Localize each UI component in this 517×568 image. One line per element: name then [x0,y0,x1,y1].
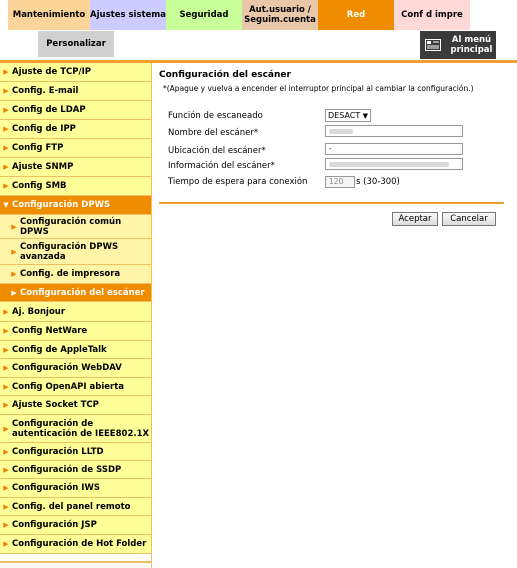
arrow-right-icon: ▶ [3,144,9,152]
sidebar-item-label: Configuración del escáner [20,287,145,298]
sidebar-item-label: Config. E-mail [12,86,79,96]
timeout-label: Tiempo de espera para conexión [168,177,308,187]
top-tab-bar [0,0,517,30]
arrow-right-icon: ▶ [3,106,9,114]
sidebar-item-tcpip[interactable] [0,63,151,82]
arrow-right-icon: ▶ [11,288,17,297]
sidebar-item-dpws-advanced[interactable] [0,239,151,265]
scanner-info-label: Información del escáner* [168,161,275,171]
tab-user-auth[interactable]: Aut.usuario / Seguim.cuenta [242,0,318,30]
sidebar-item-label: Config de IPP [12,124,76,134]
arrow-right-icon: ▶ [3,401,9,409]
arrow-right-icon: ▶ [3,382,9,391]
sidebar-item-iws[interactable] [0,479,151,498]
chevron-down-icon: ▼ [362,111,368,120]
sidebar-item-email[interactable] [0,82,151,101]
tab-network[interactable]: Red [318,0,394,30]
sidebar-item-label: Configuración JSP [12,520,97,530]
sidebar-item-label: Ajuste de TCP/IP [12,67,91,77]
sidebar-bottom-rule [0,561,151,563]
main-menu-button[interactable] [420,31,496,59]
sidebar-item-label: Config OpenAPI abierta [12,381,125,392]
sidebar-item-dpws-common[interactable] [0,215,151,239]
arrow-right-icon: ▶ [3,465,9,474]
sidebar-item-ipp[interactable] [0,120,151,139]
sidebar-item-label: Ajuste SNMP [12,162,74,172]
arrow-right-icon: ▶ [11,247,17,256]
tab-print-settings[interactable]: Conf d impre [394,0,470,30]
cancel-button[interactable]: Cancelar [442,212,496,226]
tab-maintenance[interactable]: Mantenimiento [8,0,90,30]
accept-button[interactable]: Aceptar [392,212,438,226]
arrow-right-icon: ▶ [3,424,9,433]
scanner-name-input[interactable] [325,125,463,137]
arrow-right-icon: ▶ [3,521,9,529]
sidebar-item-ftp[interactable] [0,139,151,158]
sidebar-item-label: Config NetWare [12,326,88,336]
arrow-down-icon: ▼ [3,201,9,209]
sidebar-item-printer-config[interactable] [0,265,151,284]
sidebar-item-label: Config de AppleTalk [12,344,107,355]
sidebar-border [151,63,152,568]
arrow-right-icon: ▶ [3,163,9,171]
sidebar-item-hot-folder[interactable] [0,535,151,554]
arrow-right-icon: ▶ [3,540,9,548]
sidebar-item-jsp[interactable] [0,516,151,535]
sidebar-item-webdav[interactable] [0,359,151,378]
page-title: Configuración del escáner [159,70,291,80]
redacted-value [329,129,353,134]
sidebar-item-openapi[interactable] [0,378,151,396]
sidebar-item-label: Config FTP [12,143,64,153]
arrow-right-icon: ▶ [3,345,9,354]
sidebar-item-label: Configuración DPWS avanzada [20,241,119,262]
scan-function-select[interactable] [325,109,371,122]
sidebar-item-label: Configuración WebDAV [12,363,122,373]
sidebar-item-snmp[interactable] [0,158,151,177]
scan-function-label: Función de escaneado [168,111,263,121]
arrow-right-icon: ▶ [3,327,9,335]
sidebar-item-remote-panel[interactable] [0,498,151,516]
arrow-right-icon: ▶ [3,182,9,190]
sidebar-item-label: Configuración de autenticación de IEEE802.1X [12,418,150,439]
scanner-location-input[interactable]: - [325,143,463,155]
sidebar-item-ieee8021x[interactable] [0,415,151,443]
sidebar-item-label: Config de LDAP [12,105,86,115]
redacted-value [329,162,449,167]
sidebar-item-label: Configuración común DPWS [20,216,122,237]
tab-security[interactable]: Seguridad [166,0,242,30]
timeout-unit: s (30-300) [356,177,400,187]
sidebar-item-scanner-config[interactable] [0,284,151,302]
sidebar-item-ssdp[interactable] [0,461,151,479]
scan-function-value: DESACT [328,111,361,120]
sidebar-item-smb[interactable] [0,177,151,196]
tab-system-settings[interactable]: Ajustes sistema [90,0,166,30]
sidebar-item-label: Config. de impresora [20,269,121,279]
sidebar-item-dpws[interactable] [0,196,151,215]
arrow-right-icon: ▶ [3,307,9,316]
arrow-right-icon: ▶ [3,125,9,133]
arrow-right-icon: ▶ [3,484,9,492]
sidebar-item-label: Configuración DPWS [12,200,111,210]
sidebar [0,63,151,568]
scanner-name-label: Nombre del escáner* [168,128,259,138]
sidebar-item-label: Configuración de Hot Folder [12,539,147,549]
main-menu-label: Al menú principal [450,35,493,55]
arrow-right-icon: ▶ [3,87,9,95]
sidebar-item-appletalk[interactable] [0,341,151,359]
timeout-input[interactable]: 120 [325,176,355,188]
sidebar-item-label: Aj. Bonjour [12,306,66,317]
sidebar-item-netware[interactable] [0,322,151,341]
sidebar-item-label: Configuración IWS [12,483,100,493]
arrow-right-icon: ▶ [3,68,9,76]
sidebar-item-bonjour[interactable] [0,302,151,322]
sidebar-item-socket-tcp[interactable] [0,396,151,415]
sidebar-item-label: Config SMB [12,181,67,191]
sidebar-item-label: Ajuste Socket TCP [12,400,99,410]
restart-note: *(Apague y vuelva a encender el interruptor principal al cambiar la configuración.) [163,84,474,93]
sidebar-item-lltd[interactable] [0,443,151,461]
arrow-right-icon: ▶ [11,270,17,278]
menu-icon [425,39,441,51]
sidebar-item-ldap[interactable] [0,101,151,120]
tab-customize[interactable]: Personalizar [38,31,114,57]
sidebar-item-label: Config. del panel remoto [12,501,131,512]
sidebar-item-label: Configuración LLTD [12,446,104,457]
form-separator [159,202,504,204]
arrow-right-icon: ▶ [3,502,9,511]
arrow-right-icon: ▶ [3,447,9,456]
sidebar-item-label: Configuración de SSDP [12,464,122,475]
arrow-right-icon: ▶ [11,222,17,231]
arrow-right-icon: ▶ [3,364,9,372]
scanner-location-label: Ubicación del escáner* [168,146,266,156]
scanner-info-input[interactable] [325,158,463,170]
